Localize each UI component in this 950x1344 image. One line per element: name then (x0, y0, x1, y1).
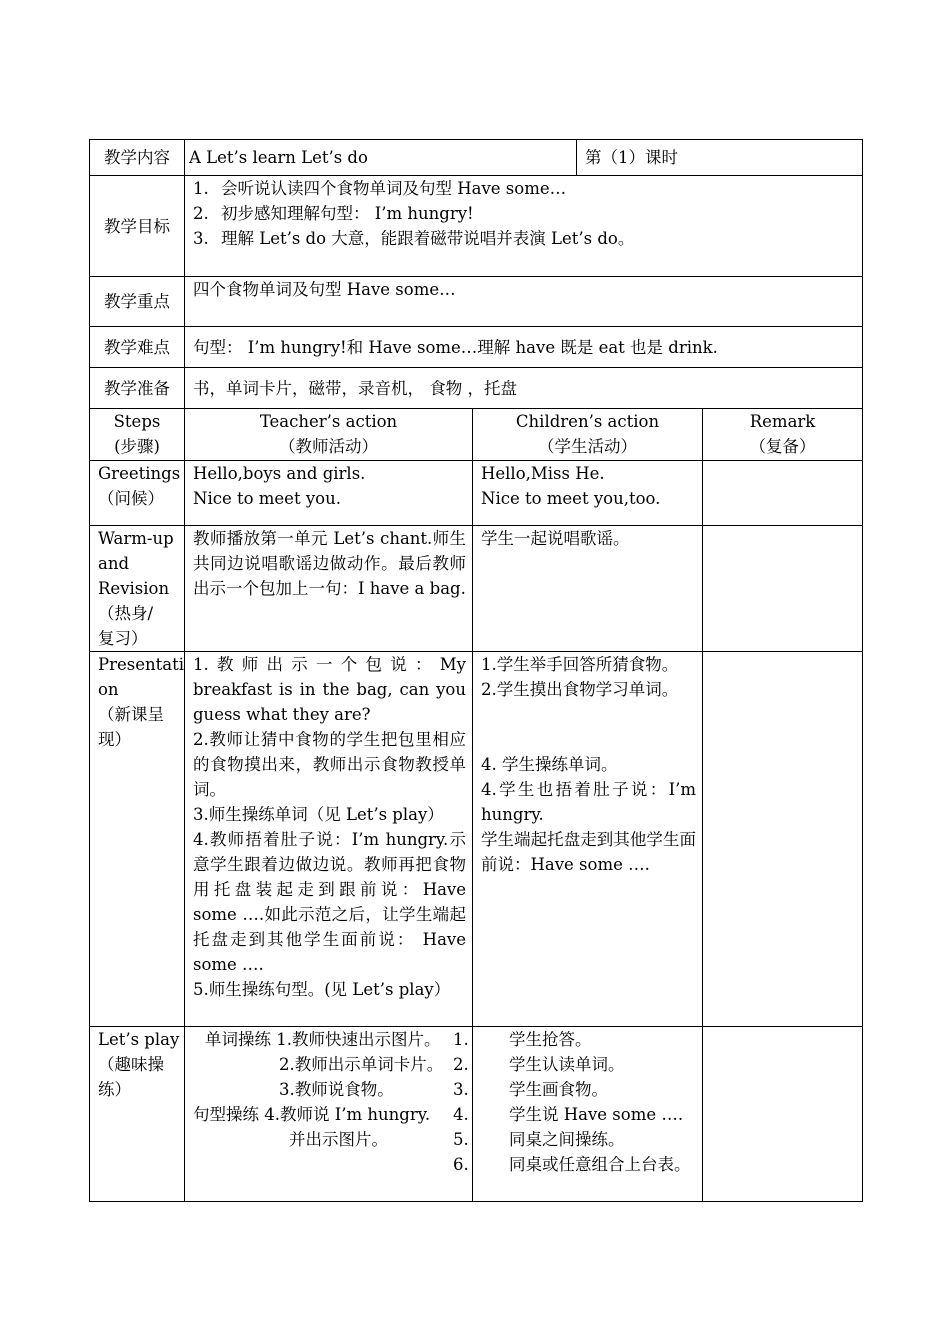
difficulties-row (90, 327, 863, 368)
letsplay-remark (703, 1027, 863, 1202)
letsplay-child-item: 4. 学生说 Have some …. (453, 1105, 684, 1124)
letsplay-children (453, 1027, 703, 1202)
content-row (90, 140, 863, 176)
content-label: 教学内容 (90, 140, 185, 176)
children-action-header: Children’s action （学生活动） (473, 409, 703, 461)
lesson-plan-table (89, 139, 863, 1202)
greetings-row (90, 461, 863, 526)
remark-header: Remark （复备） (703, 409, 863, 461)
warmup-row (90, 526, 863, 652)
letsplay-child-item: 6. 同桌或任意组合上台表。 (453, 1155, 691, 1174)
letsplay-step: Let’s play （趣味操 练） (90, 1027, 185, 1202)
greetings-step: Greetings （问候） (90, 461, 185, 526)
presentation-row (90, 652, 863, 1027)
teacher-action-header: Teacher’s action （教师活动） (185, 409, 473, 461)
letsplay-row (90, 1027, 863, 1202)
content-value: A Let’s learn Let’s do (185, 140, 577, 176)
letsplay-child-item: 3. 学生画食物。 (453, 1080, 608, 1099)
greetings-children: Hello,Miss He. Nice to meet you,too. (473, 461, 703, 526)
goal-item: 1. 会听说认读四个食物单词及句型 Have some… (193, 179, 567, 198)
preparation-row (90, 368, 863, 409)
lesson-plan (89, 139, 862, 1202)
letsplay-child-item: 5. 同桌之间操练。 (453, 1130, 625, 1149)
letsplay-child-item: 1. 学生抢答。 (453, 1030, 592, 1049)
letsplay-teacher: 单词操练 1.教师快速出示图片。 2.教师出示单词卡片。 3.教师说食物。 句型操练 4.教师说 I’m hungry. 并出示图片。 (185, 1027, 473, 1202)
goals-row (90, 176, 863, 277)
key-points-row (90, 277, 863, 327)
goal-item: 2. 初步感知理解句型： I’m hungry! (193, 204, 474, 223)
goals-label: 教学目标 (90, 176, 185, 277)
warmup-remark (703, 526, 863, 652)
presentation-teacher: 1.教师出示一个包说：My breakfast is in the bag, can you guess what they are? 2.教师让猜中食物的学生把包里相应的食物摸出来，教师出示食物教授单词。 3.师生操练单词（见 Let’s play） 4.教师捂着肚子说：I’m hungry.示意学生跟着边做边说。教师再把食物用托盘装起走到跟前说：Have some ….如此示范之后，让学生端起托盘走到其他学生面前说： Have some …. 5.师生操练句型。(见 Let’s play） (185, 652, 473, 1027)
greetings-remark (703, 461, 863, 526)
lesson-number: 第（1）课时 (577, 140, 863, 176)
preparation-label: 教学准备 (90, 368, 185, 409)
greetings-teacher: Hello,boys and girls. Nice to meet you. (185, 461, 473, 526)
goals-list (185, 176, 863, 277)
presentation-children: 1.学生举手回答所猜食物。 2.学生摸出食物学习单词。 4. 学生操练单词。 4.学生也捂着肚子说：I’m hungry. 学生端起托盘走到其他学生面前说：Have some …. (473, 652, 703, 1027)
presentation-remark (703, 652, 863, 1027)
difficulties-text: 句型： I’m hungry!和 Have some…理解 have 既是 eat 也是 drink. (185, 327, 863, 368)
key-points-text: 四个食物单词及句型 Have some… (185, 277, 863, 327)
preparation-text: 书，单词卡片，磁带，录音机， 食物 ，托盘 (185, 368, 863, 409)
presentation-step: Presentati on （新课呈 现） (90, 652, 185, 1027)
letsplay-child-item: 2. 学生认读单词。 (453, 1055, 625, 1074)
steps-header: Steps (步骤) (90, 409, 185, 461)
difficulties-label: 教学难点 (90, 327, 185, 368)
warmup-children: 学生一起说唱歌谣。 (473, 526, 703, 652)
goal-item: 3. 理解 Let’s do 大意，能跟着磁带说唱并表演 Let’s do。 (193, 229, 635, 248)
warmup-step: Warm-up and Revision （热身/ 复习） (90, 526, 185, 652)
key-points-label: 教学重点 (90, 277, 185, 327)
warmup-teacher: 教师播放第一单元 Let’s chant.师生共同边说唱歌谣边做动作。最后教师出示一个包加上一句：I have a bag. (185, 526, 473, 652)
column-header-row (90, 409, 863, 461)
